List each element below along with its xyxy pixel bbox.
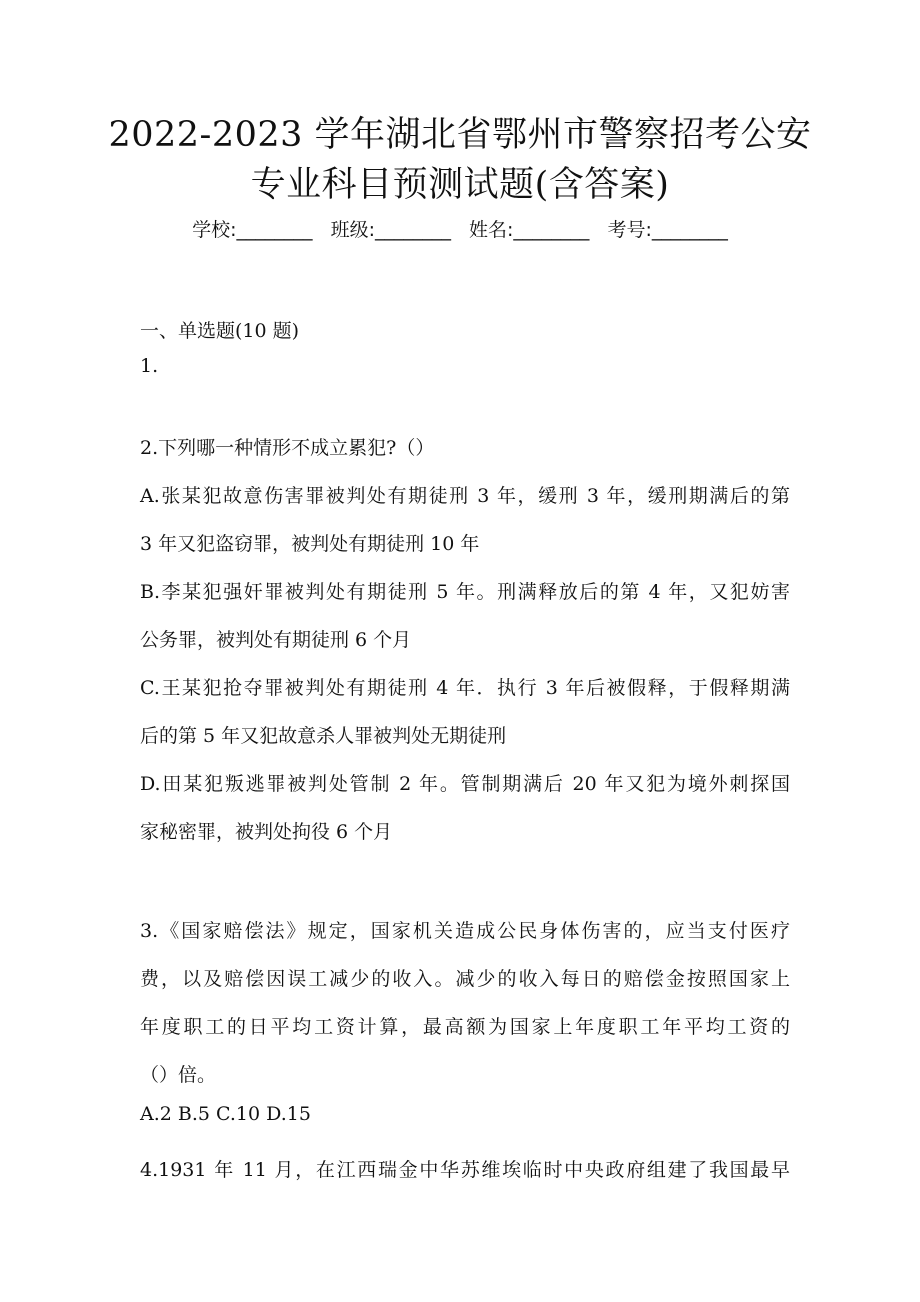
question-2-option-a: A.张某犯故意伤害罪被判处有期徒刑 3 年，缓刑 3 年，缓刑期满后的第 bbox=[140, 485, 790, 507]
student-info-line bbox=[60, 216, 860, 244]
question-3-stem-line-3: 年度职工的日平均工资计算，最高额为国家上年度职工年平均工资的 bbox=[140, 1016, 790, 1038]
question-2-option-b-cont: 公务罪，被判处有期徒刑 6 个月 bbox=[140, 629, 412, 651]
question-3-options: A.2 B.5 C.10 D.15 bbox=[140, 1103, 311, 1125]
question-2-option-a-cont: 3 年又犯盗窃罪，被判处有期徒刑 10 年 bbox=[140, 533, 480, 555]
question-3-stem-line-2: 费，以及赔偿因误工减少的收入。减少的收入每日的赔偿金按照国家上 bbox=[140, 968, 790, 990]
question-2-option-c-cont: 后的第 5 年又犯故意杀人罪被判处无期徒刑 bbox=[140, 725, 507, 747]
question-2-stem: 2.下列哪一种情形不成立累犯?（） bbox=[140, 437, 435, 459]
document-title-line-1: 2022-2023 学年湖北省鄂州市警察招考公安 bbox=[108, 115, 812, 155]
question-2-option-b: B.李某犯强奸罪被判处有期徒刑 5 年。刑满释放后的第 4 年，又犯妨害 bbox=[140, 581, 790, 603]
name-field: 姓名:________ bbox=[469, 219, 590, 241]
document-title-line-2: 专业科目预测试题(含答案) bbox=[250, 165, 670, 205]
question-1-number: 1. bbox=[140, 355, 159, 377]
question-2-option-c: C.王某犯抢夺罪被判处有期徒刑 4 年．执行 3 年后被假释，于假释期满 bbox=[140, 677, 790, 699]
question-3-stem-line-1: 3.《国家赔偿法》规定，国家机关造成公民身体伤害的，应当支付医疗 bbox=[140, 920, 790, 942]
question-4-stem-line-1: 4.1931 年 11 月，在江西瑞金中华苏维埃临时中央政府组建了我国最早 bbox=[140, 1159, 790, 1181]
question-3-stem-line-4: （）倍。 bbox=[140, 1064, 217, 1086]
school-field: 学校:________ bbox=[192, 219, 313, 241]
question-2-option-d: D.田某犯叛逃罪被判处管制 2 年。管制期满后 20 年又犯为境外刺探国 bbox=[140, 773, 790, 795]
section-heading: 一、单选题(10 题) bbox=[140, 320, 300, 342]
class-field: 班级:________ bbox=[330, 219, 451, 241]
question-2-option-d-cont: 家秘密罪，被判处拘役 6 个月 bbox=[140, 821, 393, 843]
exam-number-field: 考号:________ bbox=[607, 219, 728, 241]
